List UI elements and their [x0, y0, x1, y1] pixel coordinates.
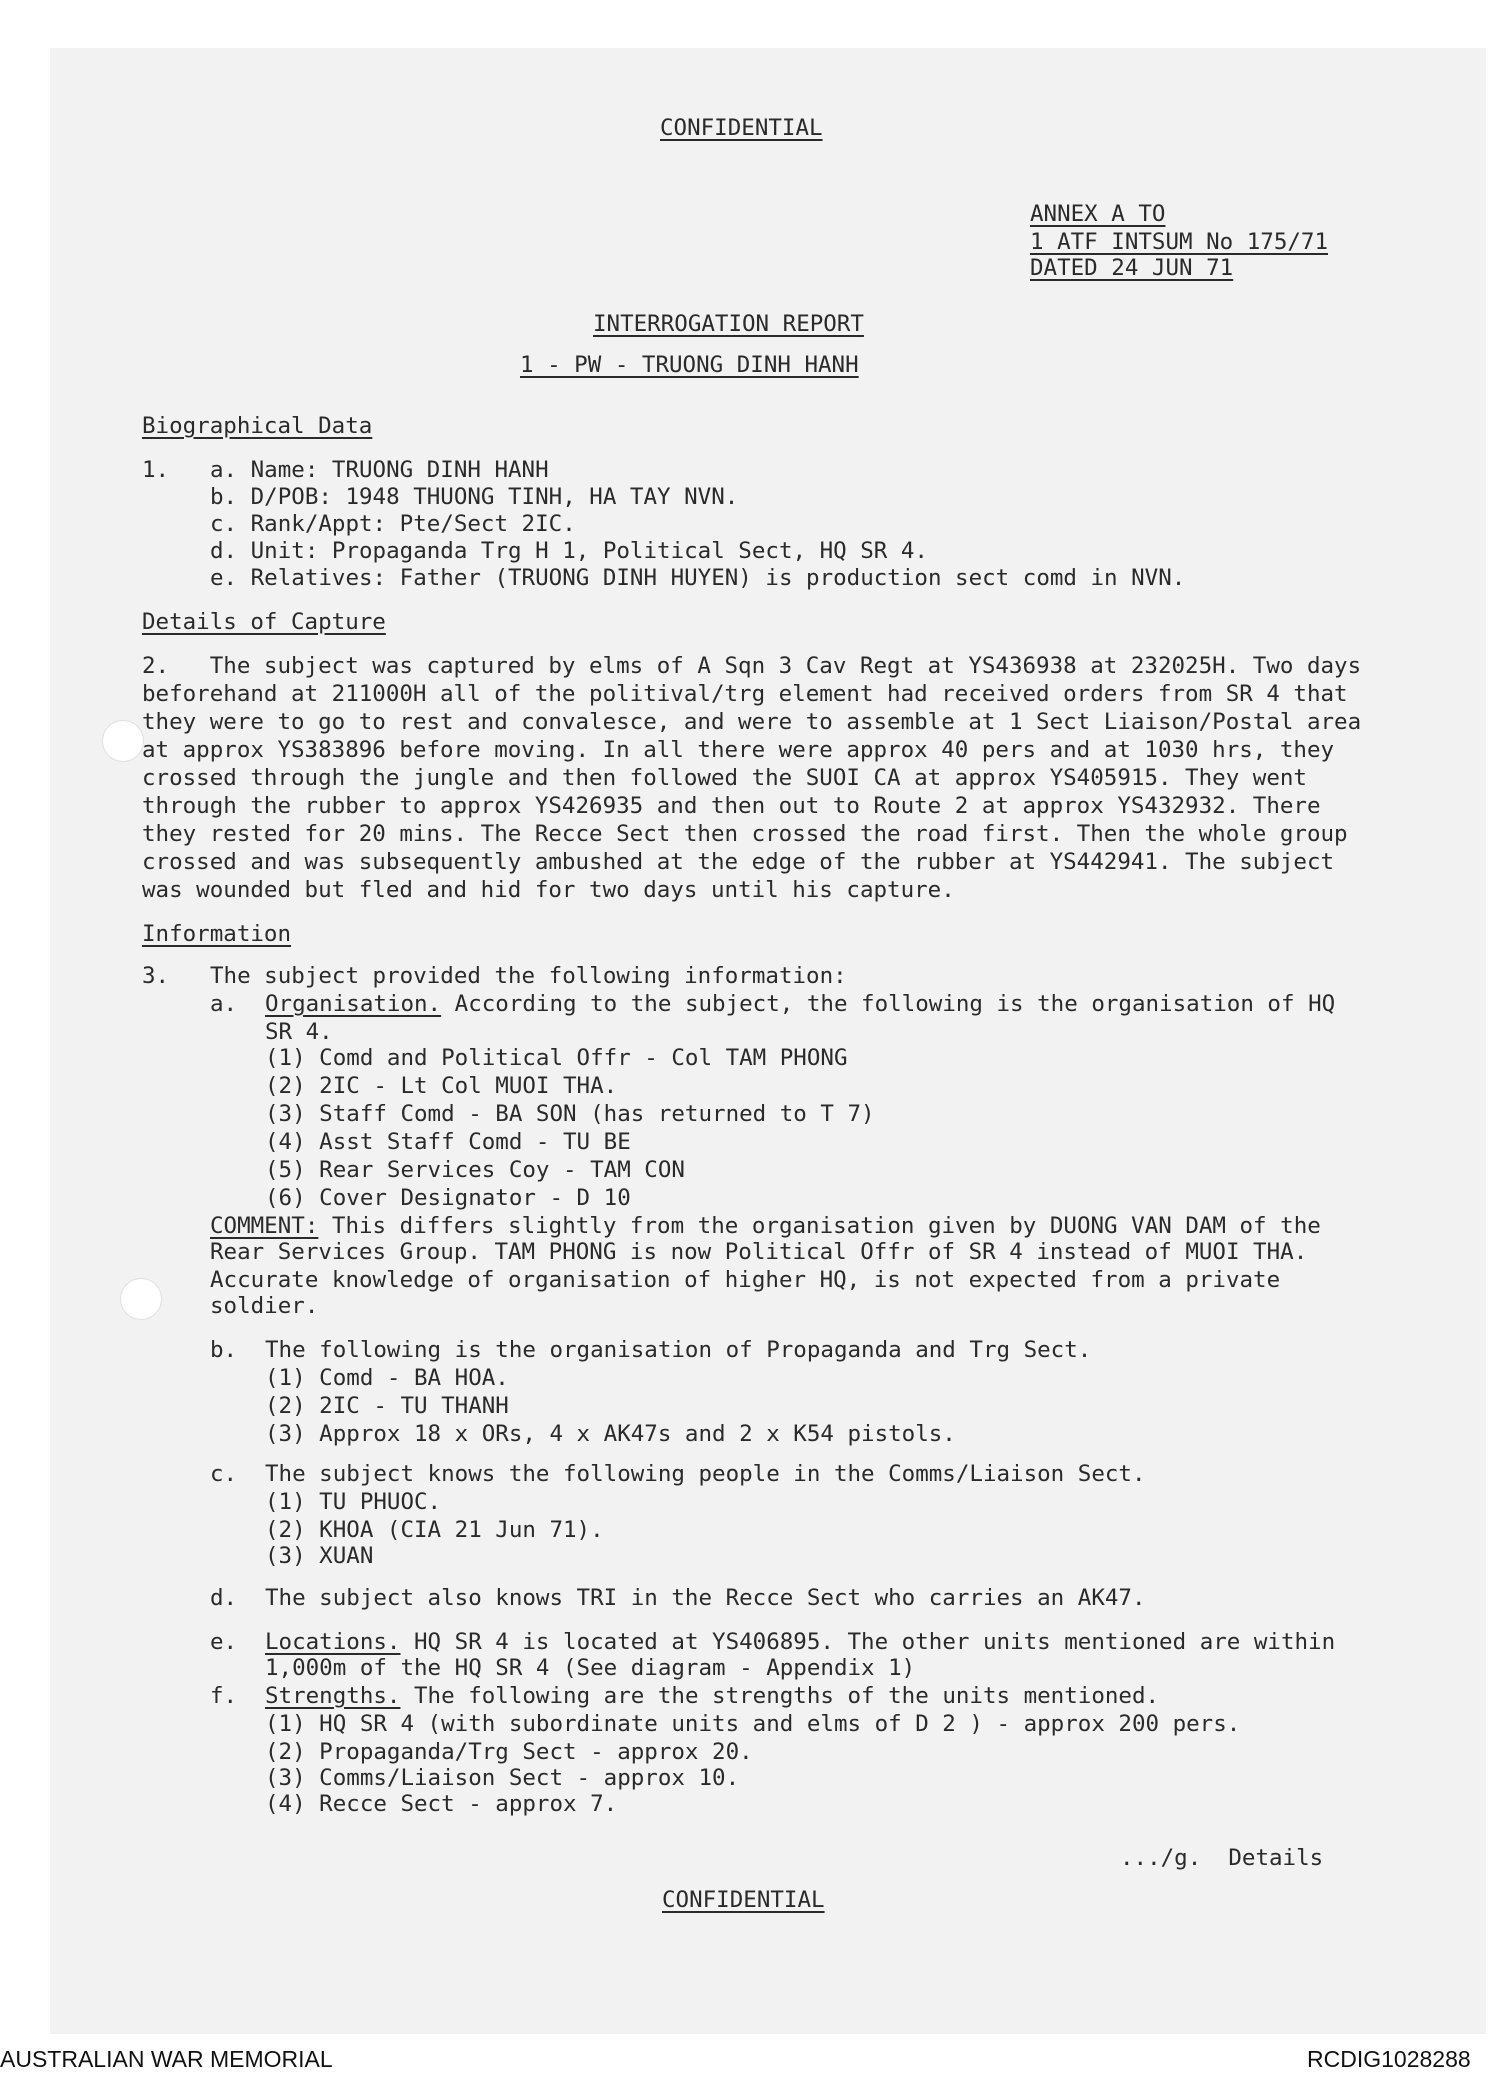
- item-a-cont: SR 4.: [265, 1019, 333, 1045]
- item-a-text: [265, 990, 1335, 1018]
- archive-id: RCDIG1028288: [1307, 2046, 1471, 2072]
- annex-line-1: ANNEX A TO: [1030, 201, 1166, 227]
- item-a-body: According to the subject, the following is the organisation of HQ: [441, 991, 1336, 1017]
- comms-item: (2) KHOA (CIA 21 Jun 71).: [265, 1517, 604, 1543]
- capture-line: 2. The subject was captured by elms of A Sqn 3 Cav Regt at YS436938 at 232025H. Two days: [142, 653, 1362, 679]
- report-title: INTERROGATION REPORT: [593, 311, 864, 337]
- classification-bottom: CONFIDENTIAL: [662, 1887, 825, 1913]
- strength-item: (2) Propaganda/Trg Sect - approx 20.: [265, 1739, 753, 1765]
- capture-line: was wounded but fled and hid for two days until his capture.: [142, 877, 955, 903]
- bio-relatives: e. Relatives: Father (TRUONG DINH HUYEN) is production sect comd in NVN.: [210, 565, 1186, 591]
- continuation-note: .../g. Details: [1120, 1845, 1324, 1871]
- item-c-letter: c.: [210, 1461, 238, 1487]
- capture-line: crossed through the jungle and then followed the SUOI CA at approx YS405915. They went: [142, 765, 1307, 791]
- item-f-title: Strengths.: [265, 1683, 401, 1709]
- item-e-letter: e.: [210, 1629, 238, 1655]
- item-e-body: HQ SR 4 is located at YS406895. The other units mentioned are within: [400, 1629, 1336, 1655]
- org-item: (4) Asst Staff Comd - TU BE: [265, 1129, 631, 1155]
- sect-item: (3) Approx 18 x ORs, 4 x AK47s and 2 x K54 pistols.: [265, 1421, 956, 1447]
- org-item: (6) Cover Designator - D 10: [265, 1185, 631, 1211]
- item-e-title: Locations.: [265, 1629, 401, 1655]
- org-item: (3) Staff Comd - BA SON (has returned to T 7): [265, 1101, 875, 1127]
- item-e-text: [265, 1628, 1335, 1656]
- comment-line-1: [210, 1212, 1321, 1240]
- org-item: (1) Comd and Political Offr - Col TAM PHONG: [265, 1045, 848, 1071]
- item-a-letter: a.: [210, 991, 238, 1017]
- org-item: (5) Rear Services Coy - TAM CON: [265, 1157, 685, 1183]
- archive-credit: AUSTRALIAN WAR MEMORIAL: [0, 2046, 333, 2072]
- strength-item: (3) Comms/Liaison Sect - approx 10.: [265, 1765, 740, 1791]
- sect-item: (1) Comd - BA HOA.: [265, 1365, 509, 1391]
- annex-line-3: DATED 24 JUN 71: [1030, 255, 1234, 281]
- info-intro: The subject provided the following information:: [210, 963, 847, 989]
- item-f-letter: f.: [210, 1683, 238, 1709]
- comment-line: Accurate knowledge of organisation of higher HQ, is not expected from a private: [210, 1267, 1281, 1293]
- item-e-cont: 1,000m of the HQ SR 4 (See diagram - Appendix 1): [265, 1655, 916, 1681]
- item-b-letter: b.: [210, 1337, 238, 1363]
- item-f-body: The following are the strengths of the units mentioned.: [400, 1683, 1160, 1709]
- annex-line-2: 1 ATF INTSUM No 175/71: [1030, 229, 1329, 255]
- bio-name: a. Name: TRUONG DINH HANH: [210, 457, 549, 483]
- classification-top: CONFIDENTIAL: [660, 115, 823, 141]
- item-d-letter: d.: [210, 1585, 238, 1611]
- capture-line: they were to go to rest and convalesce, and were to assemble at 1 Sect Liaison/Postal area: [142, 709, 1362, 735]
- bio-number: 1.: [142, 457, 170, 483]
- comment-line: soldier.: [210, 1293, 319, 1319]
- bio-rank: c. Rank/Appt: Pte/Sect 2IC.: [210, 511, 576, 537]
- strength-item: (4) Recce Sect - approx 7.: [265, 1791, 618, 1817]
- sect-item: (2) 2IC - TU THANH: [265, 1393, 509, 1419]
- heading-information: Information: [142, 921, 292, 947]
- org-item: (2) 2IC - Lt Col MUOI THA.: [265, 1073, 618, 1099]
- comment-label: COMMENT:: [210, 1213, 319, 1239]
- strength-item: (1) HQ SR 4 (with subordinate units and elms of D 2 ) - approx 200 pers.: [265, 1711, 1241, 1737]
- bio-dob: b. D/POB: 1948 THUONG TINH, HA TAY NVN.: [210, 484, 739, 510]
- capture-line: they rested for 20 mins. The Recce Sect then crossed the road first. Then the whole group: [142, 821, 1348, 847]
- capture-line: beforehand at 211000H all of the politival/trg element had received orders from SR 4 that: [142, 681, 1348, 707]
- report-subtitle: 1 - PW - TRUONG DINH HANH: [520, 352, 859, 378]
- info-number: 3.: [142, 963, 170, 989]
- capture-line: at approx YS383896 before moving. In all there were approx 40 pers and at 1030 hrs, they: [142, 737, 1335, 763]
- item-d-text: The subject also knows TRI in the Recce Sect who carries an AK47.: [265, 1585, 1146, 1611]
- heading-biographical: Biographical Data: [142, 413, 373, 439]
- capture-line: through the rubber to approx YS426935 and then out to Route 2 at approx YS432932. There: [142, 793, 1321, 819]
- bio-unit: d. Unit: Propaganda Trg H 1, Political Sect, HQ SR 4.: [210, 538, 928, 564]
- comment-line: Rear Services Group. TAM PHONG is now Political Offr of SR 4 instead of MUOI THA.: [210, 1239, 1308, 1265]
- item-b-text: The following is the organisation of Propaganda and Trg Sect.: [265, 1337, 1092, 1363]
- comms-item: (3) XUAN: [265, 1543, 374, 1569]
- capture-line: crossed and was subsequently ambushed at the edge of the rubber at YS442941. The subject: [142, 849, 1335, 875]
- comms-item: (1) TU PHUOC.: [265, 1489, 442, 1515]
- item-f-text: [265, 1682, 1159, 1710]
- item-a-title: Organisation.: [265, 991, 442, 1017]
- item-c-text: The subject knows the following people in the Comms/Liaison Sect.: [265, 1461, 1146, 1487]
- comment-text: This differs slightly from the organisation given by DUONG VAN DAM of the: [318, 1213, 1321, 1239]
- document-body: [50, 48, 1486, 2034]
- heading-capture: Details of Capture: [142, 609, 386, 635]
- document-page: [50, 48, 1486, 2034]
